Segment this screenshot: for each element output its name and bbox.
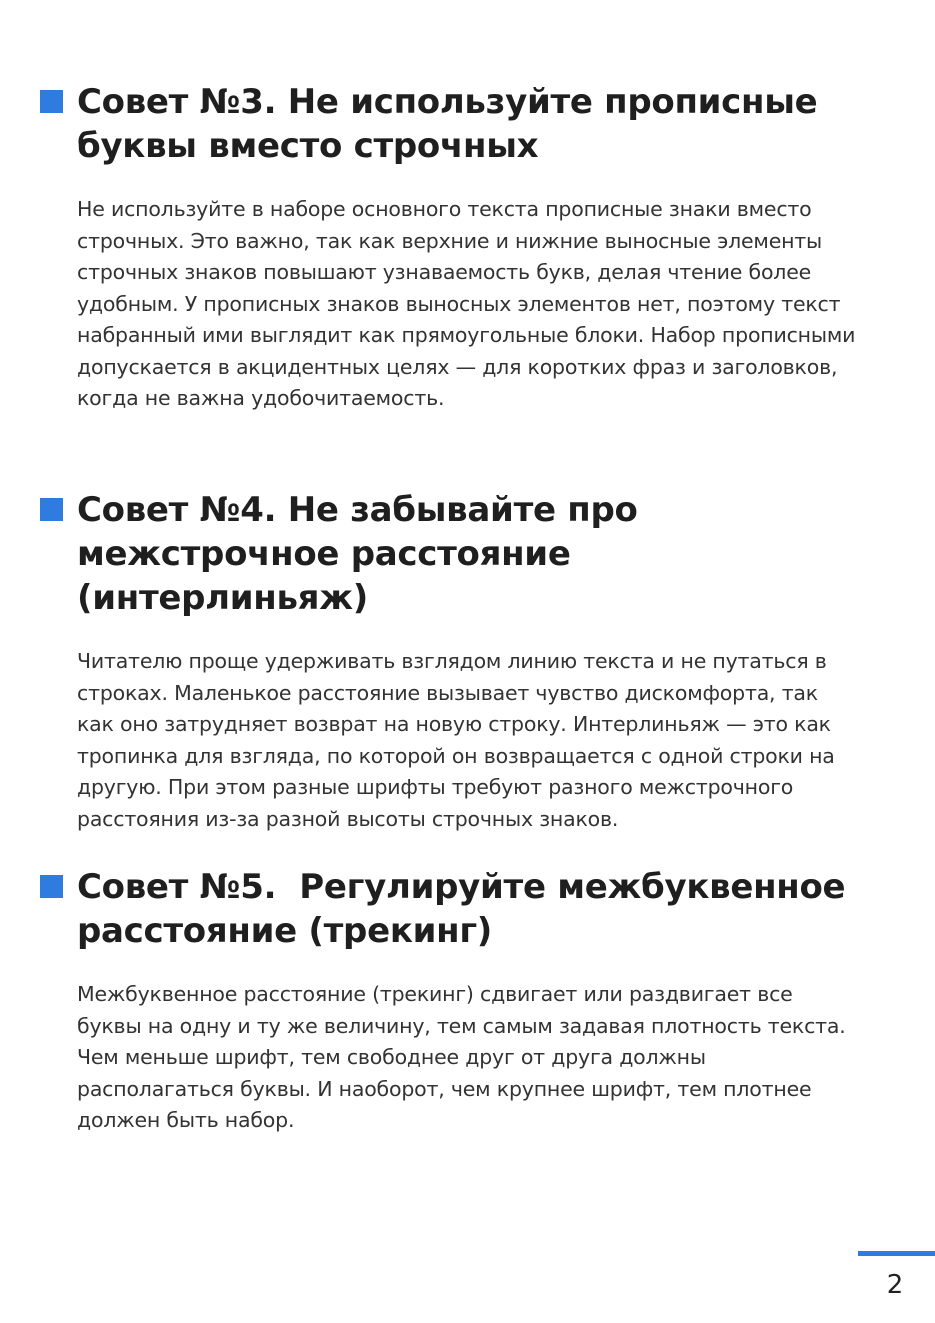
section-heading: Совет №4. Не забывайте про межстрочное расстояние (интерлиньяж) <box>77 490 650 618</box>
section-tip-4 <box>40 488 860 835</box>
page-number: 2 <box>886 1270 904 1300</box>
section-tip-3 <box>40 80 860 415</box>
section-heading-row <box>40 80 860 168</box>
section-body: Не используйте в наборе основного текста прописные знаки вместо строчных. Это важно, так как верхние и нижние выносные элементы строчных знаков повышают узнаваемость букв, делая чтение более удобным. У прописных знаков выносных элементов нет, поэтому текст набранный ими выглядит как прямоугольные блоки. Набор прописными допускается в акцидентных целях — для коротких фраз и заголовков, когда не важна удобочитаемость. <box>77 197 856 410</box>
section-tip-5 <box>40 865 860 1137</box>
footer-accent-bar <box>858 1251 935 1256</box>
section-heading: Совет №5. Регулируйте межбуквенное расстояние (трекинг) <box>77 867 857 951</box>
square-bullet-icon <box>40 875 63 898</box>
section-heading-row <box>40 865 860 953</box>
section-body: Читателю проще удерживать взглядом линию текста и не путаться в строках. Маленькое расстояние вызывает чувство дискомфорта, так как оно затрудняет возврат на новую строку. Интерлиньяж — это как тропинка для взгляда, по которой он возвращается с одной строки на другую. При этом разные шрифты требуют разного межстрочного расстояния из-за разной высоты строчных знаков. <box>77 649 835 831</box>
section-heading-row <box>40 488 860 620</box>
section-body: Межбуквенное расстояние (трекинг) сдвигает или раздвигает все буквы на одну и ту же величину, тем самым задавая плотность текста. Чем меньше шрифт, тем свободнее друг от друга должны располагаться буквы. И наоборот, чем крупнее шрифт, тем плотнее должен быть набор. <box>77 982 846 1132</box>
square-bullet-icon <box>40 90 63 113</box>
square-bullet-icon <box>40 498 63 521</box>
section-heading: Совет №3. Не используйте прописные буквы вместо строчных <box>77 82 829 166</box>
